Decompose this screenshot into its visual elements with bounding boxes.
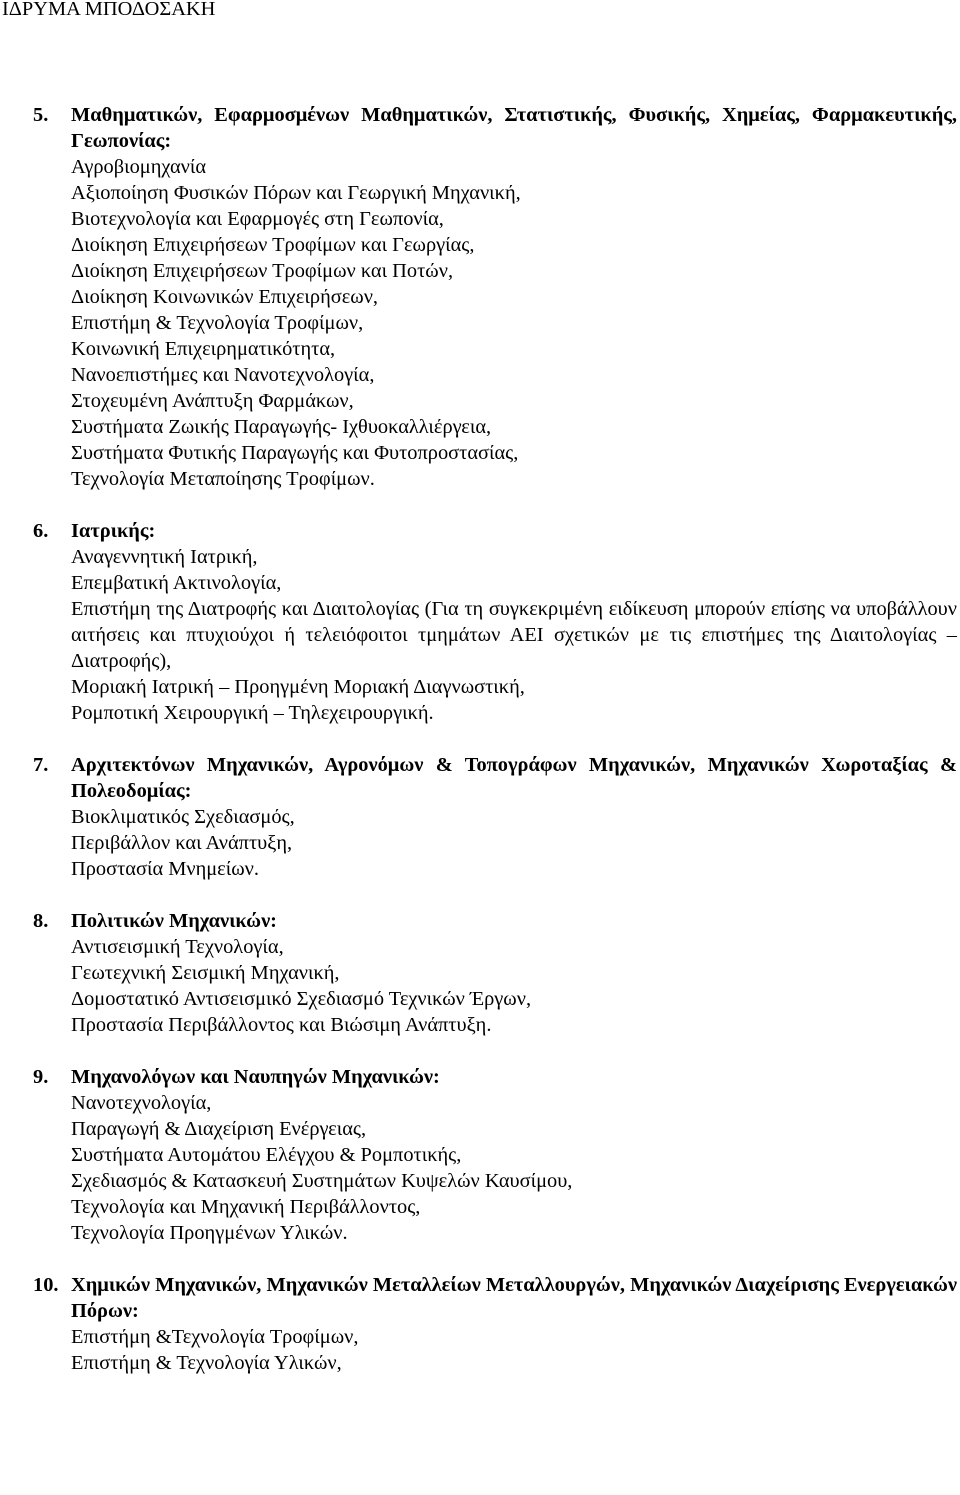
list-item: Παραγωγή & Διαχείριση Ενέργειας,: [71, 1118, 367, 1140]
list-item: Αναγεννητική Ιατρική,: [71, 546, 258, 568]
list-item: Συστήματα Ζωικής Παραγωγής- Ιχθυοκαλλιέργεια,: [71, 416, 492, 438]
list-item: Συστήματα Αυτομάτου Ελέγχου & Ρομποτικής,: [71, 1144, 462, 1166]
list-item: Γεωτεχνική Σεισμική Μηχανική,: [71, 962, 340, 984]
section-5: [0, 102, 960, 492]
list-item: Σχεδιασμός & Κατασκευή Συστημάτων Κυψελών Καυσίμου,: [71, 1170, 573, 1192]
list-item: Αξιοποίηση Φυσικών Πόρων και Γεωργική Μηχανική,: [71, 182, 521, 204]
specialization-list: [71, 1324, 957, 1376]
list-item: Τεχνολογία Προηγμένων Υλικών.: [71, 1222, 348, 1244]
list-item: Δομοστατικό Αντισεισμικό Σχεδιασμό Τεχνικών Έργων,: [71, 988, 532, 1010]
list-item: Συστήματα Φυτικής Παραγωγής και Φυτοπροστασίας,: [71, 442, 519, 464]
section-number: 5.: [33, 104, 49, 126]
list-item: Διοίκηση Επιχειρήσεων Τροφίμων και Γεωργίας,: [71, 234, 475, 256]
list-item: Επιστήμη & Τεχνολογία Υλικών,: [71, 1352, 342, 1374]
page-header: ΙΔΡΥΜΑ ΜΠΟΔΟΣΑΚΗ: [2, 0, 216, 20]
section-title: Μαθηματικών, Εφαρμοσμένων Μαθηματικών, Στατιστικής, Φυσικής, Χημείας, Φαρμακευτικής, Γεωπονίας:: [71, 104, 957, 152]
specialization-list: [71, 544, 957, 726]
document-body: [0, 102, 960, 1402]
list-item: Κοινωνική Επιχειρηματικότητα,: [71, 338, 336, 360]
list-item: Περιβάλλον και Ανάπτυξη,: [71, 832, 293, 854]
list-item: Βιοτεχνολογία και Εφαρμογές στη Γεωπονία,: [71, 208, 444, 230]
list-item: Μοριακή Ιατρική – Προηγμένη Μοριακή Διαγνωστική,: [71, 676, 525, 698]
section-8: [0, 908, 960, 1038]
section-6: [0, 518, 960, 726]
list-item: Στοχευμένη Ανάπτυξη Φαρμάκων,: [71, 390, 354, 412]
section-title: Πολιτικών Μηχανικών:: [71, 910, 277, 932]
section-number: 6.: [33, 520, 49, 542]
list-item: Διοίκηση Κοινωνικών Επιχειρήσεων,: [71, 286, 379, 308]
section-7: [0, 752, 960, 882]
list-item: Επιστήμη της Διατροφής και Διαιτολογίας (Για τη συγκεκριμένη ειδίκευση μπορούν επίσης να υποβάλλουν αιτήσεις και πτυχιούχοι ή τελειόφοιτοι τμημάτων ΑΕΙ σχετικών με τις επιστήμες της Διαιτολογίας – Διατροφής),: [71, 598, 957, 672]
specialization-list: [71, 1090, 957, 1246]
list-item: Επιστήμη & Τεχνολογία Τροφίμων,: [71, 312, 364, 334]
section-title: Χημικών Μηχανικών, Μηχανικών Μεταλλείων Μεταλλουργών, Μηχανικών Διαχείρισης Ενεργειακών Πόρων:: [71, 1274, 957, 1322]
section-number: 7.: [33, 754, 49, 776]
list-item: Τεχνολογία Μεταποίησης Τροφίμων.: [71, 468, 375, 490]
list-item: Επεμβατική Ακτινολογία,: [71, 572, 282, 594]
list-item: Προστασία Περιβάλλοντος και Βιώσιμη Ανάπτυξη.: [71, 1014, 492, 1036]
list-item: Αντισεισμική Τεχνολογία,: [71, 936, 284, 958]
list-item: Νανοεπιστήμες και Νανοτεχνολογία,: [71, 364, 375, 386]
list-item: Βιοκλιματικός Σχεδιασμός,: [71, 806, 295, 828]
list-item: Ρομποτική Χειρουργική – Τηλεχειρουργική.: [71, 702, 434, 724]
section-number: 9.: [33, 1066, 49, 1088]
list-item: Επιστήμη &Τεχνολογία Τροφίμων,: [71, 1326, 359, 1348]
section-number: 10.: [33, 1274, 59, 1296]
list-item: Προστασία Μνημείων.: [71, 858, 259, 880]
specialization-list: [71, 154, 957, 492]
specialization-list: [71, 934, 957, 1038]
list-item: Τεχνολογία και Μηχανική Περιβάλλοντος,: [71, 1196, 421, 1218]
section-10: [0, 1272, 960, 1376]
list-item: Αγροβιομηχανία: [71, 156, 207, 178]
section-title: Μηχανολόγων και Ναυπηγών Μηχανικών:: [71, 1066, 440, 1088]
section-number: 8.: [33, 910, 49, 932]
list-item: Νανοτεχνολογία,: [71, 1092, 212, 1114]
specialization-list: [71, 804, 957, 882]
section-9: [0, 1064, 960, 1246]
list-item: Διοίκηση Επιχειρήσεων Τροφίμων και Ποτών,: [71, 260, 454, 282]
section-title: Αρχιτεκτόνων Μηχανικών, Αγρονόμων & Τοπογράφων Μηχανικών, Μηχανικών Χωροταξίας & Πολεοδομίας:: [71, 754, 957, 802]
section-title: Ιατρικής:: [71, 520, 156, 542]
